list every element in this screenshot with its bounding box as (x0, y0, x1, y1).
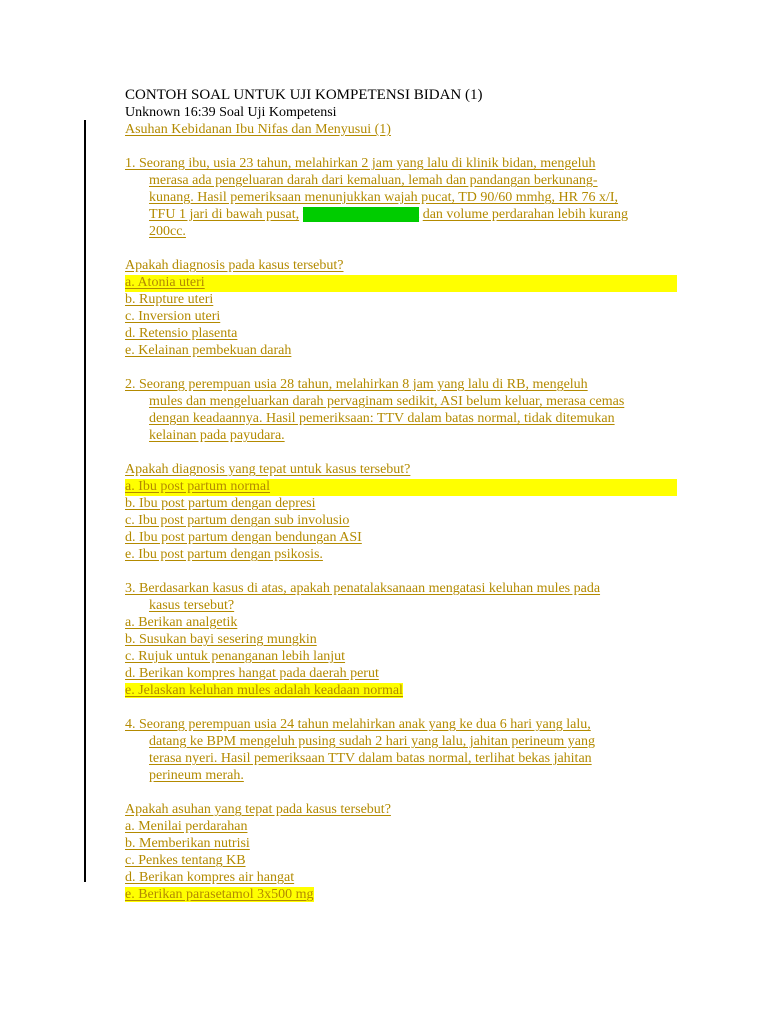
question-line: 200cc. (149, 224, 186, 239)
question-1-options (125, 275, 677, 360)
question-line: TFU 1 jari di bawah pusat, uterus teraba lembek dan volume perdarahan lebih kurang (149, 207, 628, 222)
margin-bar (84, 120, 86, 882)
question-2-options (125, 479, 677, 564)
option-c[interactable]: c. Ibu post partum dengan sub involusio (125, 513, 350, 528)
option-c[interactable]: c. Inversion uteri (125, 309, 221, 324)
question-4 (125, 717, 677, 785)
section-heading[interactable] (125, 122, 677, 139)
option-e-answer[interactable]: e. Berikan parasetamol 3x500 mg (125, 887, 314, 902)
question-3-line: 3. Berdasarkan kasus di atas, apakah penatalaksanaan mengatasi keluhan mules pada (125, 581, 601, 596)
question-line: perineum merah. (149, 768, 244, 783)
question-line: 4. Seorang perempuan usia 24 tahun melahirkan anak yang ke dua 6 hari yang lalu, (125, 717, 591, 732)
redacted-text: uterus teraba lembek (302, 207, 420, 222)
question-line: mules dan mengeluarkan darah pervaginam sedikit, ASI belum keluar, merasa cemas (149, 394, 625, 409)
option-b[interactable]: b. Susukan bayi sesering mungkin (125, 632, 317, 647)
question-line: dengan keadaannya. Hasil pemeriksaan: TTV dalam batas normal, tidak ditemukan (149, 411, 615, 426)
document-title: CONTOH SOAL UNTUK UJI KOMPETENSI BIDAN (1) (125, 87, 483, 103)
question-2 (125, 377, 677, 445)
question-1-ask: Apakah diagnosis pada kasus tersebut? (125, 258, 344, 273)
option-e-answer[interactable]: e. Jelaskan keluhan mules adalah keadaan normal (125, 683, 403, 698)
question-2-ask: Apakah diagnosis yang tepat untuk kasus tersebut? (125, 462, 411, 477)
option-b[interactable]: b. Memberikan nutrisi (125, 836, 250, 851)
question-1 (125, 156, 677, 241)
option-e[interactable]: e. Kelainan pembekuan darah (125, 343, 292, 358)
option-c[interactable]: c. Penkes tentang KB (125, 853, 246, 868)
option-b[interactable]: b. Ibu post partum dengan depresi (125, 496, 316, 511)
question-line: 1. Seorang ibu, usia 23 tahun, melahirkan 2 jam yang lalu di klinik bidan, mengeluh (125, 156, 596, 171)
section-heading-link[interactable]: Asuhan Kebidanan Ibu Nifas dan Menyusui (1) (125, 122, 391, 137)
option-e[interactable]: e. Ibu post partum dengan psikosis. (125, 547, 323, 562)
option-a[interactable]: a. Berikan analgetik (125, 615, 238, 630)
document-content (125, 122, 677, 921)
option-a[interactable]: a. Menilai perdarahan (125, 819, 248, 834)
question-line: kelainan pada payudara. (149, 428, 285, 443)
option-a-answer[interactable]: a. Atonia uteri (125, 275, 677, 292)
question-3-options (125, 615, 677, 700)
document-meta: Unknown 16:39 Soal Uji Kompetensi (125, 105, 337, 120)
question-line: 2. Seorang perempuan usia 28 tahun, melahirkan 8 jam yang lalu di RB, mengeluh (125, 377, 588, 392)
option-d[interactable]: d. Berikan kompres hangat pada daerah perut (125, 666, 379, 681)
question-line: datang ke BPM mengeluh pusing sudah 2 hari yang lalu, jahitan perineum yang (149, 734, 595, 749)
option-d[interactable]: d. Berikan kompres air hangat (125, 870, 295, 885)
question-4-options (125, 819, 677, 904)
option-b[interactable]: b. Rupture uteri (125, 292, 214, 307)
option-c[interactable]: c. Rujuk untuk penanganan lebih lanjut (125, 649, 346, 664)
question-line: terasa nyeri. Hasil pemeriksaan TTV dalam batas normal, terlihat bekas jahitan (149, 751, 592, 766)
option-a-answer[interactable]: a. Ibu post partum normal (125, 479, 677, 496)
question-3-line: kasus tersebut? (149, 598, 235, 613)
question-4-ask: Apakah asuhan yang tepat pada kasus tersebut? (125, 802, 391, 817)
question-line: kunang. Hasil pemeriksaan menunjukkan wajah pucat, TD 90/60 mmhg, HR 76 x/I, (149, 190, 619, 205)
option-d[interactable]: d. Ibu post partum dengan bendungan ASI (125, 530, 362, 545)
question-line: merasa ada pengeluaran darah dari kemaluan, lemah dan pandangan berkunang- (149, 173, 598, 188)
option-d[interactable]: d. Retensio plasenta (125, 326, 238, 341)
